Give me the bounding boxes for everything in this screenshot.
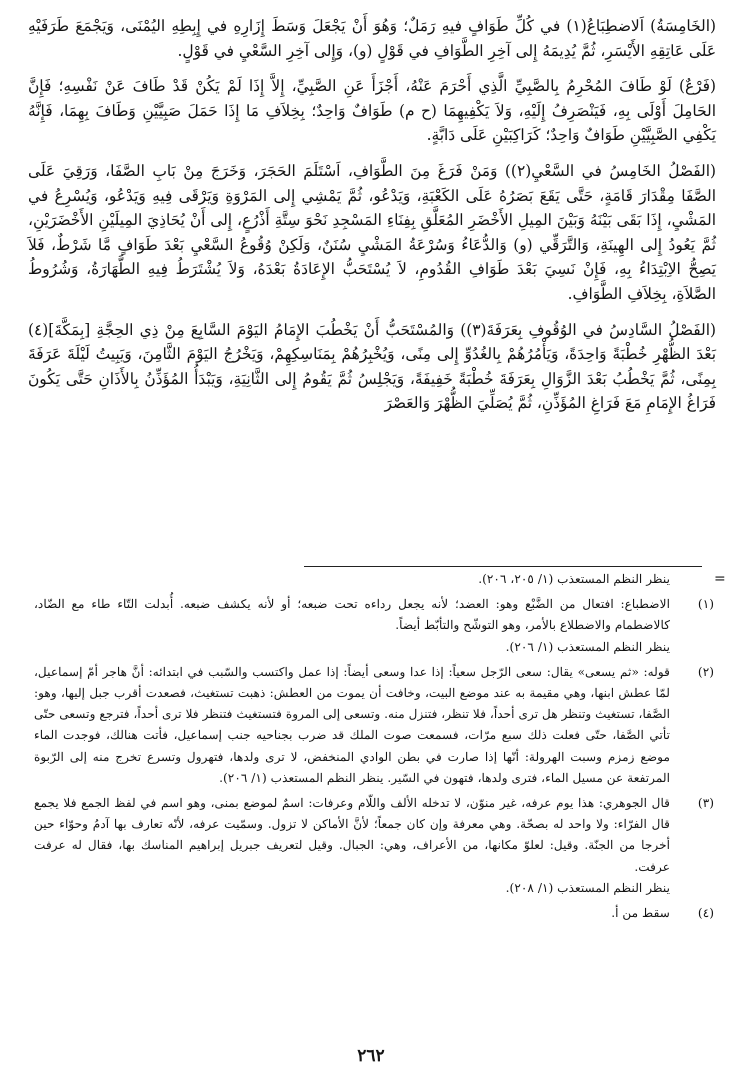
footnote-number: (٤): [697, 906, 714, 921]
footnotes: [34, 569, 714, 928]
paragraph-chapter-six-arafah: (الفَصْلُ السَّادِسُ في الوُقُوفِ بِعَرَفَةَ(٣)) وَالمُسْتَحَبُّ أَنْ يَخْطُبَ الإِمَامُ اليَوْمَ السَّابِعَ مِنْ ذِي الحِجَّةِ [بِمَكَّةَ](٤) بَعْدَ الظُّهْرِ خُطْبَةً وَاحِدَةً، وَيَأْمُرُهُمْ بِالغُدُوِّ إِلى مِنًى، وَيُخْبِرُهُمْ بِمَنَاسِكِهِمْ، وَيَخْرُجُ اليَوْمَ الثَّامِنَ، وَيَبِيتُ لَيْلَةَ عَرَفَةَ بِمِنًى، ثُمَّ يَخْطُبُ بَعْدَ الزَّوَالِ بِعَرَفَةَ خُطْبَةً خَفِيفَةً، وَيَجْلِسُ ثُمَّ يَقُومُ إِلى الثَّانِيَةِ، وَيَبْدَأُ المُؤَذِّنُ بِالأَذَانِ حَتَّى يَكُونَ فَرَاغُ الإِمَامِ مَعَ فَرَاغِ المُؤَذِّنِ، ثُمَّ يُصَلِّيَ الظُّهْرَ وَالعَصْرَ: [28, 320, 716, 413]
paragraph-branch: (فَرْعٌ) لَوْ طَافَ المُحْرِمُ بِالصَّبِيِّ الَّذِي أَحْرَمَ عَنْهُ، أَجْزَأَ عَنِ الصَّبِيِّ، إِلاَّ إِذَا لَمْ يَكُنْ قَدْ طَافَ عَنْ نَفْسِهِ؛ فَإِنَّ الحَامِلَ أَوْلَى بِهِ، فَيَنْصَرِفُ إِلَيْهِ، وَلاَ يَكْفِيهِمَا (ح م) طَوَافٌ وَاحِدٌ؛ بِخِلاَفِ مَا إِذَا حَمَلَ صَبِيَّيْنِ وَطَافَ بِهِمَا، فَإِنَّهُ يَكْفِي الصَّبِيَّيْنِ طَوَافٌ وَاحِدٌ؛ كَرَاكِبَيْنِ عَلَى دَابَّةٍ.: [28, 77, 716, 145]
footnote-divider: [304, 566, 702, 567]
main-text: [28, 14, 716, 427]
footnote-text: سقط من أ.: [611, 906, 670, 921]
footnote-text: الاضطباع: افتعال من الضَّبْع وهو: العضد؛ لأنه يجعل رداءه تحت ضبعه؛ أو لأنه يكشف ضبعه. أُبدلت التّاء طاء مع الضّاد، كالاضطمام والاضطلاع بالأمر، وهو التوشّح والتأبّط أيضاً.: [34, 597, 670, 633]
footnote-number: (٢): [697, 664, 714, 679]
footnote-number: (١): [697, 597, 714, 612]
page-number: ٢٦٢: [357, 1046, 385, 1066]
footnote-number: (٣): [697, 796, 714, 811]
paragraph-fifth-sunnah: (الخَامِسَةُ) اَلاضطِبَاعُ(١) في كُلِّ طَوَافٍ فيهِ رَمَلٌ؛ وَهُوَ أَنْ يَجْعَلَ وَسَطَ إِزَارِهِ في إِبِطِهِ اليُمْنَى، وَيَجْمَعَ طَرَفَيْهِ عَلَى عَاتِقِهِ الأَيْسَرِ، ثُمَّ يُدِيمَهُ إِلى آخِرِ الطَّوَافِ في قَوْلٍ (و)، وَإِلى آخِرِ السَّعْيِ في قَوْلٍ.: [28, 17, 717, 60]
footnote-reference: ينظر النظم المستعذب (١/ ٢٠٨).: [505, 880, 670, 895]
footnote-2: [34, 662, 714, 789]
footnote-1: [34, 594, 714, 658]
footnote-4: [34, 903, 714, 924]
footnote-reference: ينظر النظم المستعذب (١/ ٢٠٦).: [505, 639, 670, 654]
footnote-text: قوله: «ثم يسعى» يقال: سعى الرّجل سعياً: إذا عدا وسعى أيضاً: إذا عمل واكتسب والسّبب في ابتدائه: أنَّ هاجر أمّ إسماعيل، لمّا عطش ابنها، وهي مقيمة به عند موضع البيت، وخافت أن يموت من العطش: ذهبت تستغيث، فصعدت أقرب جبل إليها، وهو: الصَّفا، تستغيث وتنظر هل ترى أحداً، فلا تنظر، فتنزل منه. وتسعى إلى المروة فتستغيث فتنظر فلا ترى أحداً، فترجع وتسعى حتّى تأتي الصَّفا، حتّى فعلت ذلك سبع مرّات، فسمعت صوت الملك قد ضرب بجناحيه جنب إسماعيل، فأتت هنالك، فوجدت الماء موضع زمزم وسبت الهرولة: أنّها إذا صارت في بطن الوادي المنخفض، لا ترى ولدها، فتهرول وتسرع تخرج منه إلى الرّبوة المرتفعة عن مسيل الماء، فترى ولدها، فتهون في السّير. ينظر النظم المستعذب (١/ ٢٠٦).: [34, 664, 670, 785]
footnote-carryover: [34, 569, 714, 590]
footnote-carry-marker: =: [714, 571, 726, 587]
paragraph-chapter-five-sai: (الفَصْلُ الخَامِسُ في السَّعْيِ(٢)) وَمَنْ فَرَغَ مِنَ الطَّوَافِ، اَسْتَلَمَ الحَجَرَ، وَخَرَجَ مِنْ بَابِ الصَّفَا، وَرَقِيَ عَلَى الصَّفَا مِقْدَارَ قَامَةٍ، حَتَّى يَقَعَ بَصَرُهُ عَلَى الكَعْبَةِ، وَيَدْعُو، ثُمَّ يَمْشِي إِلى المَرْوَةِ وَيَرْقَى فِيهِ وَيَدْعُو، وَيُسْرِعُ في المَشْيِ، إِذَا بَقَى بَيْنَهُ وَبَيْنَ المِيلِ الأَخْضَرِ المُعَلَّقِ بِفِنَاءِ المَسْجِدِ نَحْوَ سِتَّةِ أَذْرُعٍ، إِلى أَنْ يُحَاذِيَ المِيلَيْنِ الأَخْضَرَيْنِ، ثُمَّ يَعُودُ إِلى الهِينَةِ، وَالتَّرَقِّي (و) وَالدُّعَاءُ وَسُرْعَةُ المَشْيِ سُنَنٌ، وَلَكِنْ وُقُوعُ السَّعْيِ بَعْدَ طَوَافٍ مَّا شَرْطٌ، فَلاَ يَصِحُّ الاِبْتِدَاءُ بِهِ، فَإِنْ نَسِيَ بَعْدَ طَوَافِ القُدُومِ، لاَ يُسْتَحَبُّ الإِعَادَةُ بَعْدَهُ، وَلاَ يُشْتَرَطُ فِيهِ الطَّهَارَةُ، وَشُرُوطُ الصَّلاَةِ، بِخِلاَفِ الطَّوَافِ.: [28, 161, 716, 303]
footnote-3: [34, 793, 714, 899]
footnote-carryover-text: ينظر النظم المستعذب (١/ ٢٠٥، ٢٠٦).: [478, 572, 670, 586]
footnote-text: قال الجوهري: هذا يوم عرفه، غير منوّن، لا تدخله الألف واللّام وعرفات: اسمٌ لموضع بمنى، وهو اسم في لفظ الجمع فلا يجمع قال الفرّاء: ولا واحد له بصحّة. وهي معرفة وإن كان جمعاً؛ لأنَّ الأماكن لا تزول. وسمّيت عرفه، لأنّه تعارف بها آدمُ وحوّاء حين أخرجا من الجنّة. وقيل: لعلوّ مكانها، من الأعراف، وهي: الجبال. وقيل لتعريف جبريل إبراهيم المناسك بها، فقال له عرفت عرفت.: [34, 796, 670, 874]
